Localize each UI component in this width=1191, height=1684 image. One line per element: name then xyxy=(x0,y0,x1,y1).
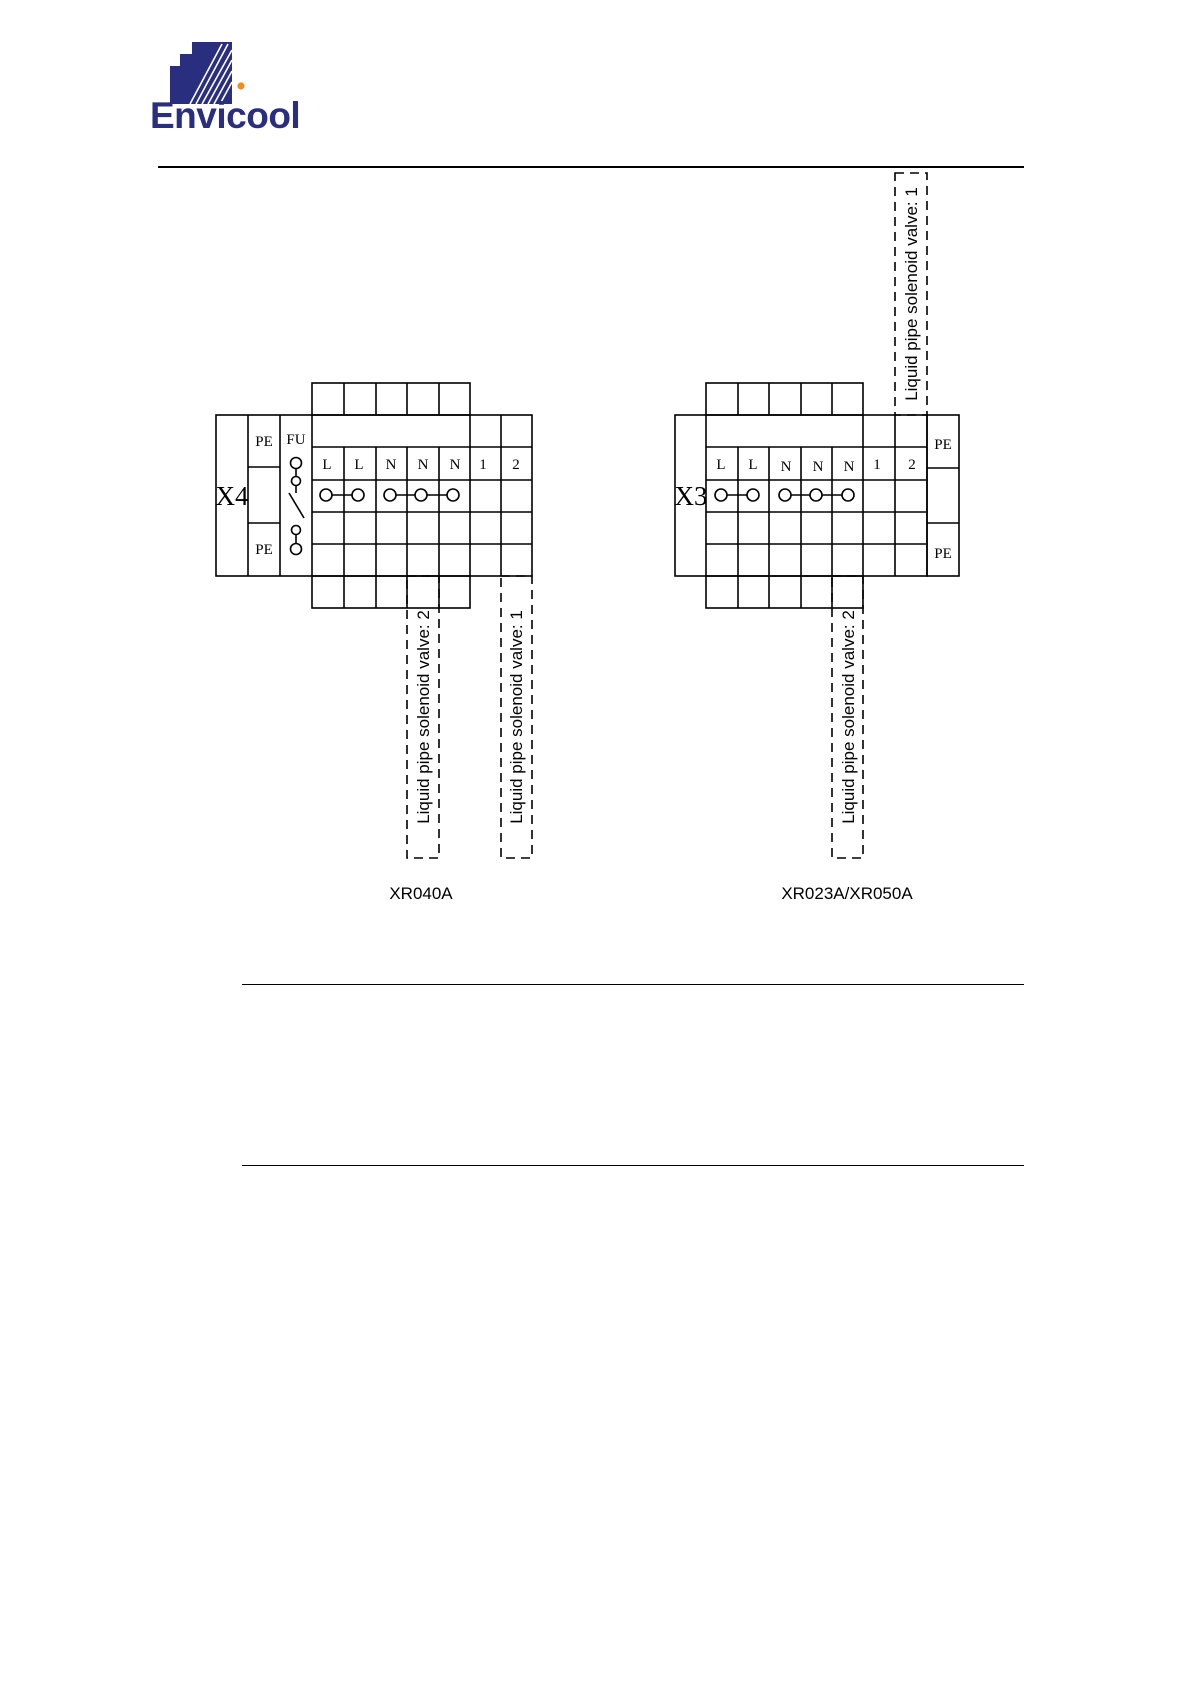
left-block-label: X4 xyxy=(215,481,249,511)
right-terminal-block xyxy=(675,383,959,608)
left-terminal-7: 2 xyxy=(512,457,520,473)
left-wire-label-2: Liquid pipe solenoid valve: 2 xyxy=(414,610,433,824)
right-wire-label-1: Liquid pipe solenoid valve: 1 xyxy=(902,187,921,401)
logo-wordmark: Envicool xyxy=(150,95,301,130)
right-terminal-4: N xyxy=(812,459,824,475)
right-pe-top: PE xyxy=(934,437,952,453)
right-terminal-3: N xyxy=(780,459,792,475)
left-terminal-block xyxy=(216,383,532,608)
left-pe-bottom: PE xyxy=(255,542,273,558)
right-terminal-5: N xyxy=(843,459,855,475)
right-pe-bottom: PE xyxy=(934,546,952,562)
left-terminal-5: N xyxy=(449,457,461,473)
right-terminal-7: 2 xyxy=(908,457,916,473)
left-terminal-2: L xyxy=(354,457,364,473)
right-terminal-1: L xyxy=(716,457,726,473)
right-block-label: X3 xyxy=(674,481,708,511)
left-pe-top: PE xyxy=(255,434,273,450)
left-fuse-label: FU xyxy=(286,432,306,448)
left-terminal-1: L xyxy=(322,457,332,473)
right-wire-label-2: Liquid pipe solenoid valve: 2 xyxy=(839,610,858,824)
left-wire-label-1: Liquid pipe solenoid valve: 1 xyxy=(507,610,526,824)
left-model-caption: XR040A xyxy=(389,884,453,903)
right-terminal-2: L xyxy=(748,457,758,473)
left-terminal-4: N xyxy=(417,457,429,473)
left-terminal-6: 1 xyxy=(479,457,487,473)
left-terminal-3: N xyxy=(385,457,397,473)
right-terminal-6: 1 xyxy=(873,457,881,473)
right-model-caption: XR023A/XR050A xyxy=(781,884,913,903)
